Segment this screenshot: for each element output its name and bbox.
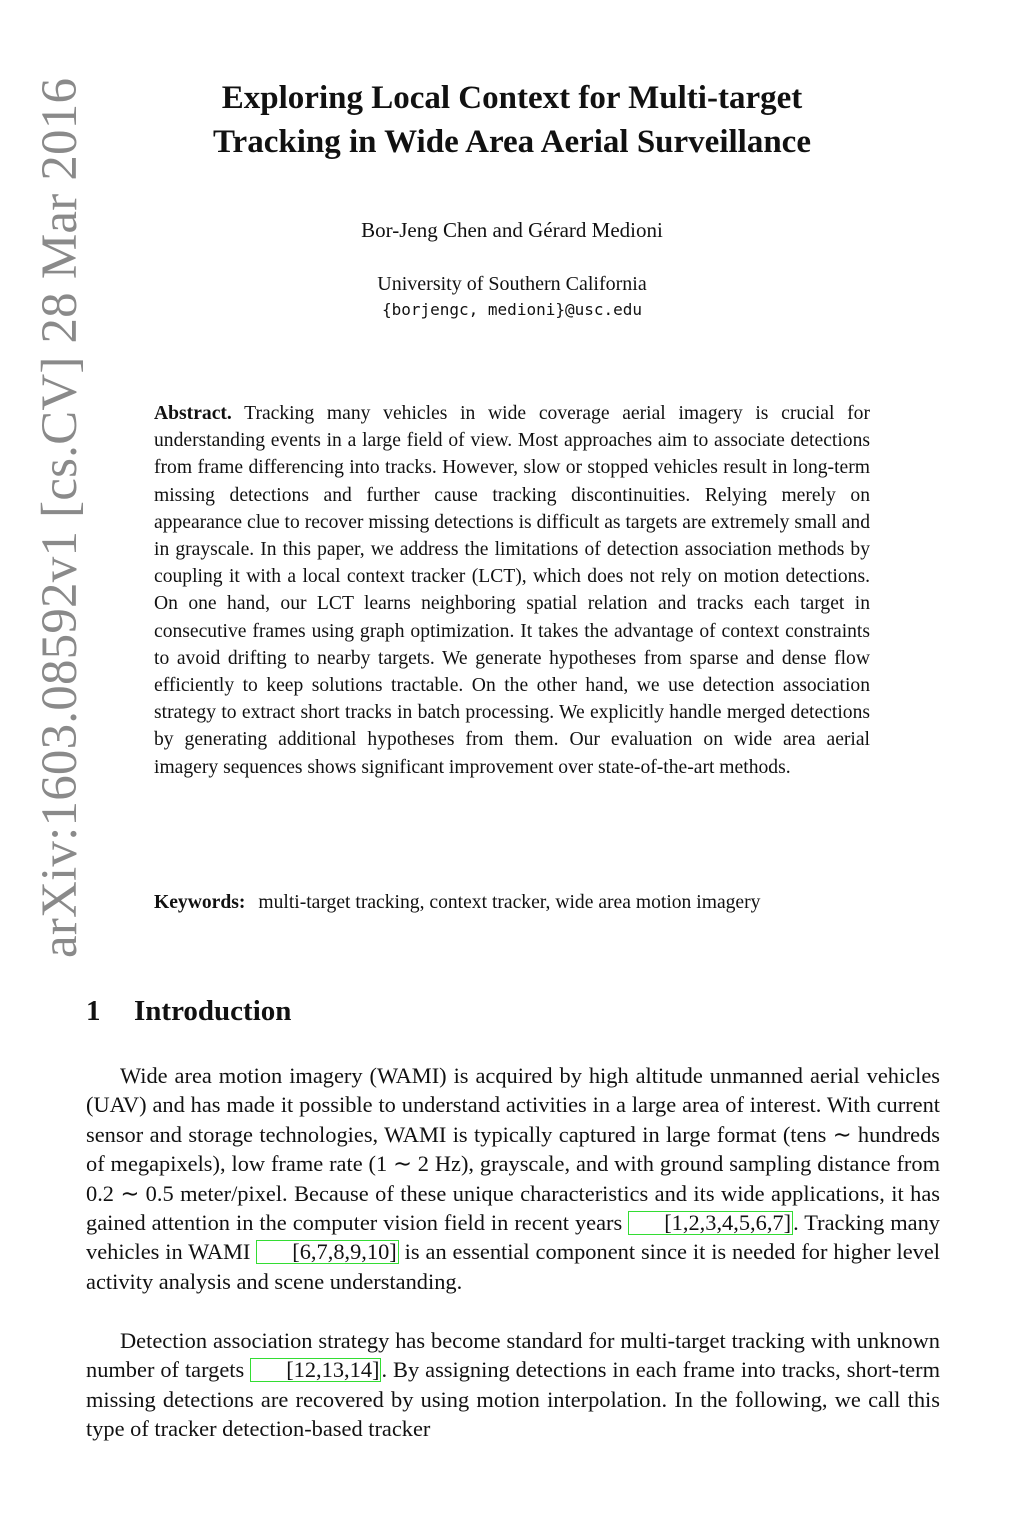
abstract-label: Abstract. xyxy=(154,403,232,424)
arxiv-identifier: arXiv:1603.08592v1 [cs.CV] 28 Mar 2016 xyxy=(32,77,88,958)
title-line-1: Exploring Local Context for Multi-target xyxy=(221,80,803,116)
keywords-label: Keywords: xyxy=(154,892,246,913)
affiliation-block xyxy=(120,271,904,323)
section-heading xyxy=(86,995,786,1028)
section-number: 1 xyxy=(86,995,101,1027)
intro-paragraph-2 xyxy=(86,1326,940,1444)
abstract-text: Tracking many vehicles in wide coverage aerial imagery is crucial for understanding events in a large field of view. Most approaches aim to associate detections from frame differencing into tracks. However, slow or stopped vehicles result in long-term missing detections and further cause tracking discontinuities. Relying merely on appearance clue to recover missing detections is difficult as targets are extremely small and in grayscale. In this paper, we address the limitations of detection association methods by coupling it with a local context tracker (LCT), which does not rely on motion detections. On one hand, our LCT learns neighboring spatial relation and tracks each target in consecutive frames using graph optimization. It takes the advantage of context constraints to avoid drifting to nearby targets. We generate hypotheses from sparse and dense flow efficiently to keep solutions tractable. On the other hand, we use detection association strategy to extract short tracks in batch processing. We explicitly handle merged detections by generating additional hypotheses from them. Our evaluation on wide area aerial imagery sequences shows significant improvement over state-of-the-art methods. xyxy=(154,403,870,778)
title-line-2: Tracking in Wide Area Aerial Surveillance xyxy=(213,124,811,160)
p2-text-a: Detection association strategy has become standard for multi-target tracking with unknown number of targets xyxy=(86,1328,940,1383)
keywords-text: multi-target tracking, context tracker, wide area motion imagery xyxy=(258,892,761,913)
authors: Bor-Jeng Chen and Gérard Medioni xyxy=(361,218,663,242)
p1-text-a: Wide area motion imagery (WAMI) is acquired by high altitude unmanned aerial vehicles (UAV) and has made it possible to understand activities in a large area of interest. With current sensor and storage technologies, WAMI is typically captured in large format (tens ∼ hundreds of megapixels), low frame rate (1 ∼ 2 Hz), grayscale, and with ground sampling distance from 0.2 ∼ 0.5 meter/pixel. Because of these unique characteristics and its wide applications, it has gained attention in the computer vision field in recent years xyxy=(86,1063,940,1236)
section-title: Introduction xyxy=(134,995,292,1027)
p1-text-b: . Tracking many vehicles in WAMI xyxy=(86,1210,940,1265)
p1-text-c: is an essential component since it is needed for higher level activity analysis and scene understanding. xyxy=(86,1239,940,1294)
intro-paragraph-1 xyxy=(86,1061,940,1296)
affiliation: University of Southern California xyxy=(377,273,647,295)
email: {borjengc, medioni}@usc.edu xyxy=(381,300,643,319)
citation-link[interactable]: [1,2,3,4,5,6,7] xyxy=(628,1211,793,1235)
abstract xyxy=(154,400,870,781)
p2-text-b: . By assigning detections in each frame into tracks, short-term missing detections are recovered by using motion interpolation. In the following, we call this type of tracker detection-based tracker xyxy=(86,1357,940,1442)
citation-link[interactable]: [6,7,8,9,10] xyxy=(256,1240,398,1264)
paper-title xyxy=(120,76,904,164)
keywords xyxy=(154,889,870,916)
citation-link[interactable]: [12,13,14] xyxy=(250,1358,381,1382)
